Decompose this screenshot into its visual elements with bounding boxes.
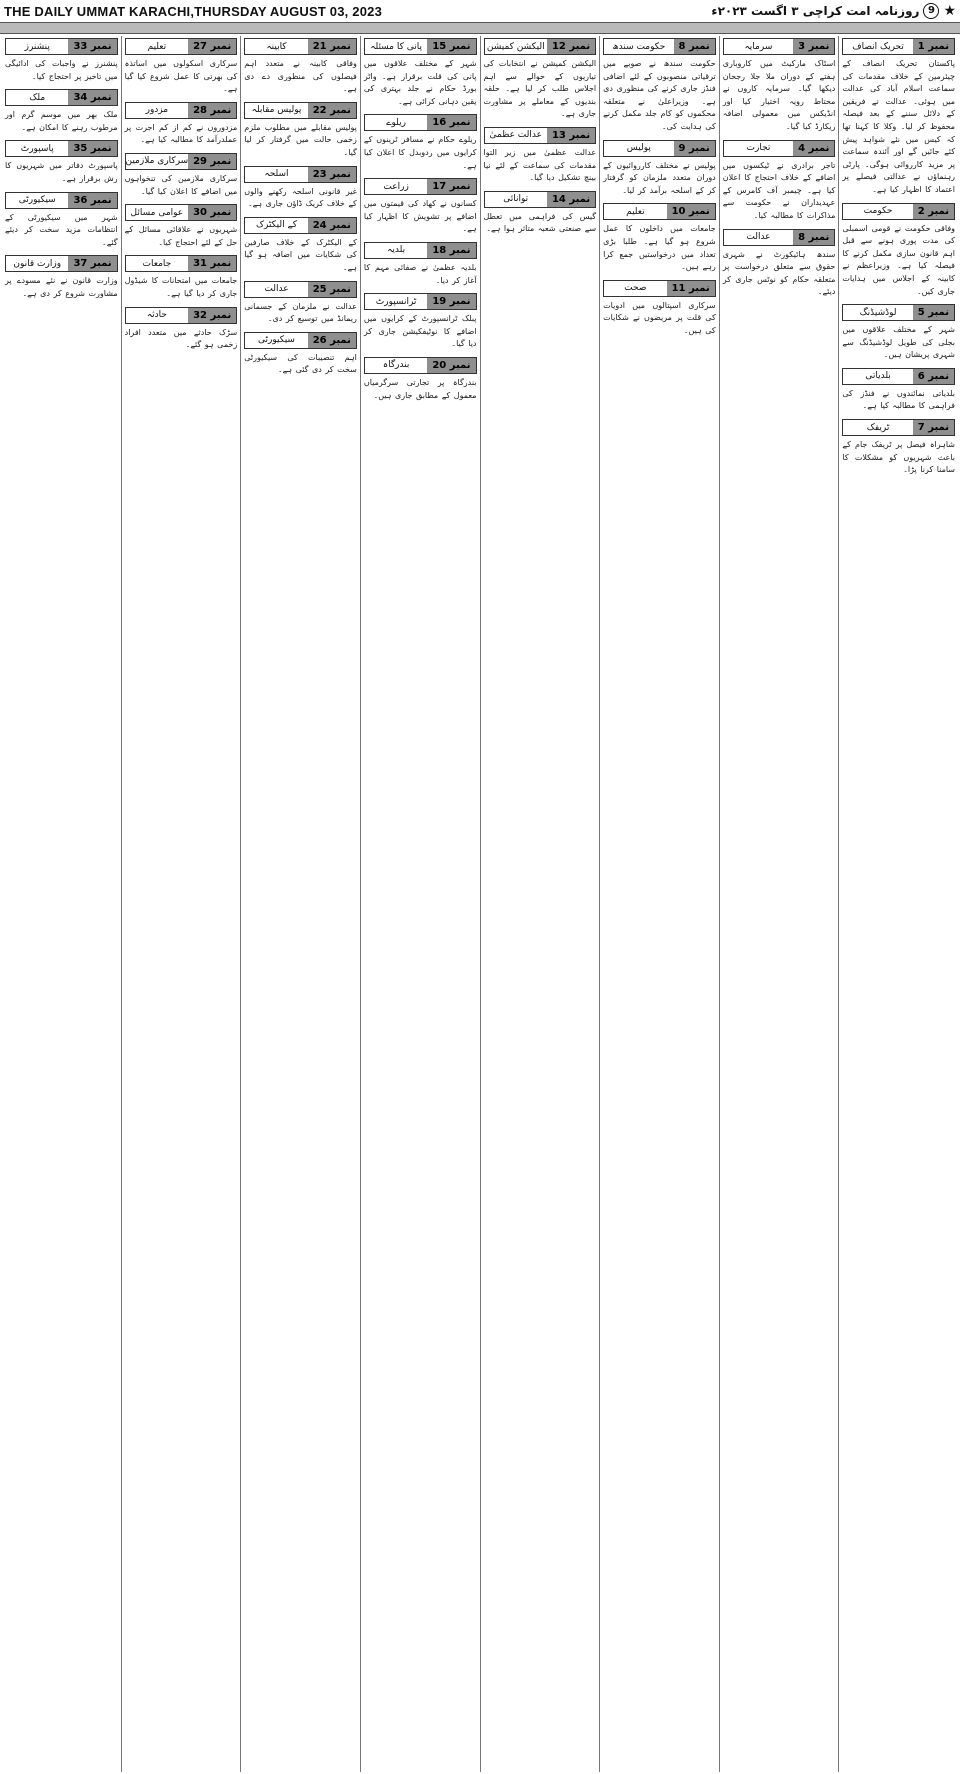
- news-item: [364, 178, 477, 236]
- news-item-number: نمبر 20: [427, 358, 475, 373]
- news-item-number: نمبر 16: [427, 115, 475, 130]
- news-item-title: الیکشن کمیشن: [485, 39, 547, 54]
- news-item-body: سرکاری اسپتالوں میں ادویات کی قلت پر مریضوں نے شکایات کی ہیں۔: [603, 300, 716, 335]
- news-item-body: بلدیہ عظمیٰ نے صفائی مہم کا آغاز کر دیا۔: [363, 262, 477, 285]
- news-item-number: نمبر 7: [913, 420, 954, 435]
- news-item-body: سرکاری اسکولوں میں اساتذہ کی بھرتی کا عمل شروع کیا گیا ہے۔: [124, 59, 238, 94]
- news-item-title: ریلوے: [365, 115, 427, 130]
- news-item-header: [484, 38, 597, 55]
- news-column: [719, 36, 839, 1772]
- news-item-header: [723, 140, 836, 157]
- news-item-header: [244, 166, 357, 183]
- news-item-title: بلدیاتی: [843, 369, 912, 384]
- news-item-title: لوڈشیڈنگ: [843, 305, 912, 320]
- english-dateline: THE DAILY UMMAT KARACHI,THURSDAY AUGUST 03, 2023: [4, 3, 382, 19]
- news-item-body: بندرگاہ پر تجارتی سرگرمیاں معمول کے مطابق جاری ہیں۔: [363, 377, 477, 400]
- urdu-dateline: روزنامہ امت کراچی ۳ اگست ۲۰۲۳ء: [711, 4, 920, 18]
- news-item-title: بندرگاہ: [365, 358, 427, 373]
- news-item-body: گیس کی فراہمی میں تعطل سے صنعتی شعبہ متاثر ہوا ہے۔: [483, 211, 597, 234]
- news-item-title: مزدور: [126, 103, 188, 118]
- news-item-body: غیر قانونی اسلحہ رکھنے والوں کے خلاف کریک ڈاؤن جاری ہے۔: [244, 186, 357, 209]
- news-item-number: نمبر 31: [188, 256, 236, 271]
- news-item: [484, 38, 597, 121]
- header-rule-bar: [0, 22, 960, 34]
- news-item-title: وزارت قانون: [6, 256, 68, 271]
- news-item: [5, 89, 118, 134]
- news-item: [125, 153, 238, 198]
- news-item: [603, 280, 716, 338]
- news-item-title: جامعات: [126, 256, 188, 271]
- news-item-title: عدالت: [724, 230, 793, 245]
- news-item-number: نمبر 36: [68, 193, 116, 208]
- news-item-body: عدالت عظمیٰ میں زیر التوا مقدمات کی سماعت کے لئے نیا بینچ تشکیل دیا گیا۔: [483, 147, 597, 183]
- news-item-header: [5, 38, 118, 55]
- news-item-title: توانائی: [485, 192, 547, 207]
- news-item-title: حادثہ: [126, 308, 188, 323]
- news-column: [121, 36, 241, 1772]
- news-item: [244, 38, 357, 96]
- news-item-number: نمبر 8: [674, 39, 715, 54]
- news-item-header: [842, 368, 955, 385]
- news-item-number: نمبر 2: [913, 204, 954, 219]
- news-item-number: نمبر 8: [793, 230, 834, 245]
- news-item-number: نمبر 27: [188, 39, 236, 54]
- news-column: [599, 36, 719, 1772]
- news-item-header: [603, 280, 716, 297]
- news-item-title: حکومت: [843, 204, 912, 219]
- news-item: [842, 419, 955, 477]
- news-item-title: ٹریفک: [843, 420, 912, 435]
- news-item-header: [603, 203, 716, 220]
- news-item: [484, 127, 597, 185]
- news-item-header: [842, 304, 955, 321]
- news-item: [244, 102, 357, 160]
- news-item-title: تعلیم: [604, 204, 666, 219]
- news-item-title: سیکیورٹی: [6, 193, 68, 208]
- news-item-header: [723, 38, 836, 55]
- news-item-header: [364, 357, 477, 374]
- news-item-number: نمبر 22: [308, 103, 356, 118]
- news-item-title: تجارت: [724, 141, 793, 156]
- news-item: [364, 38, 477, 108]
- news-item-number: نمبر 21: [308, 39, 356, 54]
- news-item: [723, 140, 836, 223]
- news-item-number: نمبر 6: [913, 369, 954, 384]
- news-item-header: [5, 89, 118, 106]
- news-item-body: عدالت نے ملزمان کے جسمانی ریمانڈ میں توسیع کر دی۔: [244, 301, 357, 324]
- news-item: [244, 281, 357, 326]
- news-item-header: [5, 192, 118, 209]
- news-item-body: پبلک ٹرانسپورٹ کے کرایوں میں اضافے کا نوٹیفکیشن جاری کر دیا گیا۔: [363, 314, 477, 349]
- news-item-body: پنشنرز نے واجبات کی ادائیگی میں تاخیر پر احتجاج کیا۔: [5, 59, 118, 81]
- news-item-body: پاسپورٹ دفاتر میں شہریوں کا رش برقرار ہے۔: [5, 161, 118, 183]
- news-item-title: اسلحہ: [245, 167, 307, 182]
- news-item-number: نمبر 28: [188, 103, 236, 118]
- news-item: [244, 217, 357, 275]
- news-item-body: پولیس نے مختلف کارروائیوں کے دوران متعدد ملزمان کو گرفتار کر کے اسلحہ برآمد کر لیا۔: [603, 160, 716, 195]
- news-item-title: پاسپورٹ: [6, 141, 68, 156]
- news-item-number: نمبر 10: [667, 204, 715, 219]
- newspaper-columns: [2, 36, 958, 1772]
- news-item-header: [5, 255, 118, 272]
- news-item-number: نمبر 18: [427, 243, 475, 258]
- news-item-title: پولیس: [604, 141, 673, 156]
- news-item-body: مزدوروں نے کم از کم اجرت پر عملدرآمد کا مطالبہ کیا ہے۔: [124, 122, 238, 145]
- news-item-body: حکومت سندھ نے صوبے میں ترقیاتی منصوبوں کے لئے اضافی فنڈز جاری کرنے کی منظوری دی ہے۔ وزیراعلیٰ نے متعلقہ محکموں کو کام جلد مکمل کرنے کی ہدایت کی۔: [603, 59, 716, 131]
- news-item: [244, 332, 357, 377]
- news-column: [360, 36, 480, 1772]
- news-item: [603, 140, 716, 198]
- news-item-header: [364, 114, 477, 131]
- news-item-header: [244, 217, 357, 234]
- news-item-body: وفاقی حکومت نے قومی اسمبلی کی مدت پوری ہونے سے قبل اہم قانون سازی مکمل کرنے کا فیصلہ کیا ہے۔ وزیراعظم نے کابینہ کے اجلاس میں ہدایات جاری کیں۔: [842, 223, 955, 296]
- news-item: [5, 255, 118, 300]
- news-item: [723, 229, 836, 299]
- news-item-number: نمبر 15: [427, 39, 475, 54]
- news-item: [125, 204, 238, 249]
- news-item-header: [603, 140, 716, 157]
- news-item: [364, 293, 477, 351]
- news-item-number: نمبر 24: [308, 218, 356, 233]
- news-item-header: [842, 419, 955, 436]
- news-item-header: [364, 242, 477, 259]
- news-item-body: ملک بھر میں موسم گرم اور مرطوب رہنے کا امکان ہے۔: [5, 110, 118, 132]
- news-item-header: [125, 307, 238, 324]
- news-item: [364, 357, 477, 402]
- urdu-dateline-group: [711, 3, 956, 19]
- news-item: [603, 203, 716, 273]
- news-item-title: تعلیم: [126, 39, 188, 54]
- news-item-body: ریلوے حکام نے مسافر ٹرینوں کے کرایوں میں ردوبدل کا اعلان کیا ہے۔: [363, 135, 477, 170]
- news-item: [364, 242, 477, 287]
- news-item-title: سیکیورٹی: [245, 333, 307, 348]
- news-item-number: نمبر 23: [308, 167, 356, 182]
- news-column: [240, 36, 360, 1772]
- news-item-header: [484, 191, 597, 208]
- news-item-number: نمبر 5: [913, 305, 954, 320]
- news-item-header: [125, 255, 238, 272]
- news-item-number: نمبر 30: [188, 205, 236, 220]
- news-item-header: [603, 38, 716, 55]
- news-item-number: نمبر 4: [793, 141, 834, 156]
- news-item-title: کابینہ: [245, 39, 307, 54]
- news-item-body: پولیس مقابلے میں مطلوب ملزم زخمی حالت میں گرفتار کر لیا گیا۔: [244, 122, 357, 157]
- news-item: [603, 38, 716, 134]
- news-item-header: [244, 281, 357, 298]
- news-item: [842, 368, 955, 413]
- news-column: [838, 36, 958, 1772]
- news-item: [842, 304, 955, 362]
- news-item-number: نمبر 37: [68, 256, 116, 271]
- news-item-title: سرمایہ: [724, 39, 793, 54]
- news-item-title: ملک: [6, 90, 68, 105]
- news-item-body: الیکشن کمیشن نے انتخابات کی تیاریوں کے حوالے سے اہم اجلاس طلب کر لیا ہے۔ حلقہ بندیوں کے معاملے پر مشاورت جاری ہے۔: [483, 59, 597, 119]
- news-item-number: نمبر 11: [667, 281, 715, 296]
- news-item-header: [723, 229, 836, 246]
- news-item-body: شہر کے مختلف علاقوں میں پانی کی قلت برقرار ہے۔ واٹر بورڈ حکام نے جلد بہتری کی یقین دہانی کرائی ہے۔: [363, 59, 477, 106]
- news-item-number: نمبر 25: [308, 282, 356, 297]
- news-item-title: زراعت: [365, 179, 427, 194]
- news-item-number: نمبر 29: [188, 154, 236, 169]
- news-item-body: شہریوں نے علاقائی مسائل کے حل کے لئے احتجاج کیا۔: [124, 225, 238, 247]
- news-item-title: پنشنرز: [6, 39, 68, 54]
- news-item-title: عدالت: [245, 282, 307, 297]
- news-item-title: عوامی مسائل: [126, 205, 188, 220]
- news-item-body: شہر میں سیکیورٹی کے انتظامات مزید سخت کر دیئے گئے۔: [5, 212, 118, 247]
- news-item-number: نمبر 9: [674, 141, 715, 156]
- news-item-number: نمبر 12: [547, 39, 595, 54]
- news-item-number: نمبر 19: [427, 294, 475, 309]
- news-item: [484, 191, 597, 236]
- news-item: [5, 192, 118, 250]
- news-item-body: وزارت قانون نے نئے مسودے پر مشاورت شروع کر دی ہے۔: [5, 276, 118, 298]
- news-item-number: نمبر 32: [188, 308, 236, 323]
- news-item-body: کے الیکٹرک کے خلاف صارفین کی شکایات میں اضافہ ہو گیا ہے۔: [244, 237, 357, 272]
- news-item: [125, 102, 238, 147]
- news-item-title: کے الیکٹرک: [245, 218, 307, 233]
- news-item-header: [125, 204, 238, 221]
- news-item-header: [842, 203, 955, 220]
- news-item-header: [484, 127, 597, 144]
- news-item-header: [842, 38, 955, 55]
- news-item-body: بلدیاتی نمائندوں نے فنڈز کی فراہمی کا مطالبہ کیا ہے۔: [842, 388, 955, 411]
- star-icon: ★: [943, 3, 956, 19]
- news-item-body: شاہراہ فیصل پر ٹریفک جام کے باعث شہریوں کو مشکلات کا سامنا کرنا پڑا۔: [842, 440, 955, 475]
- news-item-number: نمبر 14: [547, 192, 595, 207]
- news-item: [125, 307, 238, 352]
- news-item: [5, 140, 118, 185]
- news-item-header: [244, 38, 357, 55]
- news-item-body: وفاقی کابینہ نے متعدد اہم فیصلوں کی منظوری دے دی ہے۔: [244, 59, 357, 94]
- news-item-number: نمبر 1: [913, 39, 954, 54]
- news-item-body: شہر کے مختلف علاقوں میں بجلی کی طویل لوڈشیڈنگ سے شہری پریشان ہیں۔: [842, 325, 955, 360]
- news-item: [125, 255, 238, 300]
- news-item-body: جامعات میں امتحانات کا شیڈول جاری کر دیا گیا ہے۔: [124, 276, 238, 298]
- news-item-header: [125, 38, 238, 55]
- news-item-title: تحریک انصاف: [843, 39, 912, 54]
- news-column: [2, 36, 121, 1772]
- news-item-number: نمبر 33: [68, 39, 116, 54]
- news-item-header: [5, 140, 118, 157]
- news-item-title: صحت: [604, 281, 666, 296]
- news-item: [244, 166, 357, 211]
- news-item-body: تاجر برادری نے ٹیکسوں میں اضافے کے خلاف احتجاج کا اعلان کیا ہے۔ چیمبر آف کامرس کے عہدیداران نے حکومت سے مذاکرات کا مطالبہ کیا۔: [722, 160, 836, 220]
- news-item: [842, 38, 955, 197]
- news-item-body: جامعات میں داخلوں کا عمل شروع ہو گیا ہے۔ طلبا بڑی تعداد میں درخواستیں جمع کرا رہے ہیں۔: [603, 224, 716, 272]
- news-item-header: [364, 38, 477, 55]
- news-item-title: پانی کا مسئلہ: [365, 39, 427, 54]
- news-item-title: بلدیہ: [365, 243, 427, 258]
- news-item-number: نمبر 26: [308, 333, 356, 348]
- news-item-body: سڑک حادثے میں متعدد افراد زخمی ہو گئے۔: [124, 327, 238, 350]
- news-item-number: نمبر 35: [68, 141, 116, 156]
- news-item-header: [364, 293, 477, 310]
- news-item-number: نمبر 17: [427, 179, 475, 194]
- masthead: [0, 0, 960, 22]
- news-item-body: کسانوں نے کھاد کی قیمتوں میں اضافے پر تشویش کا اظہار کیا ہے۔: [363, 199, 477, 234]
- news-item-header: [244, 102, 357, 119]
- news-item-body: پاکستان تحریک انصاف کے چیئرمین کے خلاف مقدمات کی سماعت اسلام آباد کی عدالت میں ہوئی۔ عدالت نے فریقین کے دلائل سننے کے بعد فیصلہ محفوظ کر لیا۔ وکلا کا کہنا تھا کہ کیس میں نئے شواہد پیش کئے جائیں گے اور آئندہ سماعت پر مزید کارروائی ہوگی۔ پارٹی رہنماؤں نے عدالتی فیصلے پر اعتماد کا اظہار کیا ہے۔: [842, 59, 955, 194]
- news-item-body: سرکاری ملازمین کی تنخواہوں میں اضافے کا اعلان کیا گیا۔: [124, 173, 238, 196]
- news-item-title: ٹرانسپورٹ: [365, 294, 427, 309]
- news-item: [364, 114, 477, 172]
- news-item-header: [125, 153, 238, 170]
- news-item-header: [125, 102, 238, 119]
- page-number-badge: 9: [923, 3, 939, 19]
- news-item-title: پولیس مقابلہ: [245, 103, 307, 118]
- news-item-body: اسٹاک مارکیٹ میں کاروباری ہفتے کے دوران ملا جلا رجحان دیکھا گیا۔ سرمایہ کاروں نے محتاط رویہ اختیار کیا اور انڈیکس میں معمولی اضافہ ریکارڈ کیا گیا۔: [722, 59, 836, 131]
- news-item-number: نمبر 3: [793, 39, 834, 54]
- news-item: [842, 203, 955, 299]
- news-item-body: اہم تنصیبات کی سیکیورٹی سخت کر دی گئی ہے۔: [244, 352, 357, 375]
- news-item-title: حکومت سندھ: [604, 39, 673, 54]
- news-item-title: عدالت عظمیٰ: [485, 128, 547, 143]
- news-column: [480, 36, 600, 1772]
- news-item-number: نمبر 13: [547, 128, 595, 143]
- news-item: [723, 38, 836, 134]
- news-item-title: سرکاری ملازمین: [126, 154, 188, 169]
- news-item: [125, 38, 238, 96]
- news-item: [5, 38, 118, 83]
- news-item-number: نمبر 34: [68, 90, 116, 105]
- news-item-body: سندھ ہائیکورٹ نے شہری حقوق سے متعلق درخواست پر متعلقہ حکام کو نوٹس جاری کر دیئے۔: [722, 249, 836, 297]
- news-item-header: [244, 332, 357, 349]
- news-item-header: [364, 178, 477, 195]
